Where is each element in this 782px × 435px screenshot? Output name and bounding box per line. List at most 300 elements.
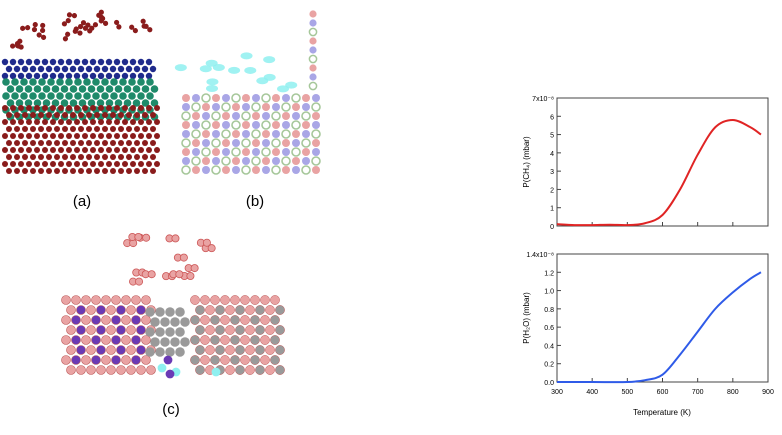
left-block-atom xyxy=(132,316,141,325)
surface-atom xyxy=(232,103,240,111)
surface-atom xyxy=(202,130,210,138)
bottom-y-ticks xyxy=(526,252,561,387)
lattice-atom xyxy=(134,168,140,174)
y-tick-label: 1.4x10⁻⁸ xyxy=(526,252,554,259)
lattice-atom xyxy=(38,140,44,146)
right-block-atom xyxy=(210,295,219,304)
lattice-atom xyxy=(10,133,16,139)
lattice-atom xyxy=(38,154,44,160)
teal-atom xyxy=(25,85,33,93)
y-tick-label: 1.2 xyxy=(544,270,554,278)
surface-atom xyxy=(312,139,320,147)
lattice-atom xyxy=(46,154,52,160)
right-block-atom xyxy=(235,325,244,334)
surface-atom xyxy=(242,130,250,138)
lattice-atom xyxy=(78,154,84,160)
column-atom xyxy=(309,10,316,17)
lattice-atom xyxy=(50,119,56,125)
lattice-atom xyxy=(138,133,144,139)
lattice-atom xyxy=(90,133,96,139)
molecule-atom xyxy=(40,28,45,33)
surface-atom xyxy=(222,130,230,138)
surface-atom xyxy=(212,148,220,156)
lattice-atom xyxy=(142,154,148,160)
lattice-atom xyxy=(70,126,76,132)
left-block-atom xyxy=(62,296,71,305)
lattice-atom xyxy=(18,133,24,139)
purple-atom xyxy=(166,370,175,379)
right-block-atom xyxy=(215,345,224,354)
lattice-atom xyxy=(130,119,136,125)
gray-atom xyxy=(180,337,190,347)
left-block-atom xyxy=(117,326,126,335)
teal-atom xyxy=(65,78,73,86)
cyan-molecule xyxy=(213,64,225,71)
lattice-atom xyxy=(114,133,120,139)
left-block-atom xyxy=(117,366,126,375)
surface-atom xyxy=(212,103,220,111)
navy-atom xyxy=(98,59,104,65)
left-block-atom xyxy=(82,316,91,325)
surface-atom xyxy=(272,139,280,147)
teal-atom xyxy=(106,85,114,93)
navy-atom xyxy=(38,66,44,72)
surface-atom xyxy=(252,130,260,138)
surface-atom xyxy=(312,121,320,129)
surface-atom xyxy=(302,148,310,156)
teal-atom xyxy=(29,78,37,86)
lattice-atom xyxy=(150,168,156,174)
lattice-atom xyxy=(70,168,76,174)
navy-atom xyxy=(130,59,136,65)
left-block-atom xyxy=(112,316,121,325)
lattice-atom xyxy=(154,105,160,111)
lattice-atom xyxy=(82,147,88,153)
right-block-atom xyxy=(255,345,264,354)
surface-atom xyxy=(282,94,290,102)
lattice-atom xyxy=(150,140,156,146)
surface-atom xyxy=(232,94,240,102)
navy-atom xyxy=(62,66,68,72)
right-block-atom xyxy=(230,355,239,364)
cyan-molecule xyxy=(285,82,297,89)
column-atom xyxy=(309,82,316,89)
teal-atom xyxy=(56,78,64,86)
right-block-atom xyxy=(275,305,284,314)
surface-atom xyxy=(202,166,210,174)
right-block-atom xyxy=(200,315,209,324)
lattice-atom xyxy=(114,105,120,111)
surface-atom xyxy=(232,148,240,156)
teal-atom xyxy=(2,78,10,86)
lattice-atom xyxy=(102,112,108,118)
lattice-atom xyxy=(54,112,60,118)
lattice-atom xyxy=(14,168,20,174)
surface-atom xyxy=(292,112,300,120)
lattice-atom xyxy=(42,119,48,125)
gray-atom xyxy=(160,317,170,327)
lattice-atom xyxy=(110,154,116,160)
surface-atom xyxy=(212,166,220,174)
surface-atom xyxy=(242,121,250,129)
surface-atom xyxy=(262,103,270,111)
lattice-atom xyxy=(30,168,36,174)
y-tick-label: 5 xyxy=(550,132,554,140)
surface-atom xyxy=(292,121,300,129)
molecule-atom xyxy=(203,239,210,246)
surface-atom xyxy=(222,157,230,165)
lattice-atom xyxy=(54,126,60,132)
surface-atom xyxy=(272,166,280,174)
surface-atom xyxy=(192,103,200,111)
lattice-atom xyxy=(98,161,104,167)
surface-atom xyxy=(192,148,200,156)
y-tick-label: 0.2 xyxy=(544,361,554,369)
y-tick-label: 0.0 xyxy=(544,380,554,387)
lattice-atom xyxy=(110,112,116,118)
pink-molecule xyxy=(197,239,210,246)
left-block-atom xyxy=(107,326,116,335)
right-block-atom xyxy=(265,365,274,374)
lattice-atom xyxy=(98,147,104,153)
teal-atom xyxy=(88,85,96,93)
lattice-atom xyxy=(58,105,64,111)
left-block-atom xyxy=(102,356,111,365)
right-block-atom xyxy=(255,325,264,334)
lattice-atom xyxy=(146,161,152,167)
lattice-atom xyxy=(114,147,120,153)
lattice-atom xyxy=(110,126,116,132)
y-tick-label: 3 xyxy=(550,169,554,177)
pink-molecule xyxy=(142,271,155,278)
lattice-atom xyxy=(14,112,20,118)
lattice-atom xyxy=(138,147,144,153)
surface-atom xyxy=(242,148,250,156)
left-block-atom xyxy=(107,366,116,375)
right-block-atom xyxy=(225,345,234,354)
right-block-atom xyxy=(210,335,219,344)
surface-atom xyxy=(182,157,190,165)
surface-atom xyxy=(262,94,270,102)
surface-atom xyxy=(252,148,260,156)
lattice-atom xyxy=(66,133,72,139)
right-block-atom xyxy=(220,355,229,364)
lattice-atom xyxy=(6,126,12,132)
left-block-atom xyxy=(67,306,76,315)
lattice-atom xyxy=(118,112,124,118)
left-block-atom xyxy=(112,356,121,365)
navy-atom xyxy=(66,59,72,65)
y-tick-label: 2 xyxy=(550,187,554,195)
surface-atom xyxy=(312,148,320,156)
lattice-atom xyxy=(42,161,48,167)
right-block-atom xyxy=(240,315,249,324)
right-block-atom xyxy=(230,315,239,324)
y-tick-label: 1.0 xyxy=(544,288,554,296)
surface-atom xyxy=(202,103,210,111)
lattice-atom xyxy=(26,161,32,167)
lattice-atom xyxy=(34,133,40,139)
lattice-atom xyxy=(154,147,160,153)
teal-atom xyxy=(52,85,60,93)
right-block-atom xyxy=(275,345,284,354)
surface-atom xyxy=(252,103,260,111)
surface-atom xyxy=(192,166,200,174)
right-block-atom xyxy=(250,355,259,364)
teal-atom xyxy=(43,85,51,93)
lattice-atom xyxy=(30,154,36,160)
lattice-atom xyxy=(142,140,148,146)
navy-atom xyxy=(86,66,92,72)
surface-atom xyxy=(202,121,210,129)
navy-atom xyxy=(82,59,88,65)
surface-atom xyxy=(262,139,270,147)
lattice-atom xyxy=(14,140,20,146)
left-block-atom xyxy=(117,306,126,315)
lattice-atom xyxy=(126,126,132,132)
cyan-molecule xyxy=(200,65,212,72)
lattice-atom xyxy=(30,140,36,146)
navy-atom xyxy=(74,73,80,79)
lattice-atom xyxy=(26,133,32,139)
surface-atom xyxy=(242,166,250,174)
lattice-atom xyxy=(18,105,24,111)
surface-atom xyxy=(242,157,250,165)
molecule-dimer xyxy=(20,25,31,32)
lattice-atom xyxy=(78,112,84,118)
lattice-atom xyxy=(62,154,68,160)
right-block-atom xyxy=(200,355,209,364)
y-tick-label: 0.4 xyxy=(544,343,554,351)
lattice-atom xyxy=(70,140,76,146)
lattice-atom xyxy=(62,126,68,132)
right-block-atom xyxy=(275,325,284,334)
surface-atom xyxy=(202,139,210,147)
surface-atom xyxy=(222,121,230,129)
pink-molecule xyxy=(129,278,142,285)
molecule-dimer xyxy=(40,23,45,33)
teal-atom xyxy=(74,92,82,100)
lattice-atom xyxy=(70,112,76,118)
surface-atom xyxy=(312,166,320,174)
lattice-atom xyxy=(58,147,64,153)
column-atom xyxy=(309,28,316,35)
y-tick-label: 6 xyxy=(550,114,554,122)
surface-atom xyxy=(252,166,260,174)
surface-atom xyxy=(282,112,290,120)
surface-atom xyxy=(282,130,290,138)
navy-atom xyxy=(106,73,112,79)
panel-b-label: (b) xyxy=(245,193,265,210)
lattice-atom xyxy=(54,168,60,174)
lattice-atom xyxy=(10,105,16,111)
gray-atom xyxy=(170,317,180,327)
gray-atom xyxy=(165,327,175,337)
teal-atom xyxy=(16,85,24,93)
lattice-atom xyxy=(6,154,12,160)
left-block-atom xyxy=(132,356,141,365)
teal-atom xyxy=(101,92,109,100)
gray-atom xyxy=(145,307,155,317)
molecule-atom xyxy=(148,271,155,278)
right-block-atom xyxy=(245,365,254,374)
navy-atom xyxy=(98,73,104,79)
lattice-atom xyxy=(46,126,52,132)
lattice-atom xyxy=(94,168,100,174)
navy-atom xyxy=(34,59,40,65)
bottom-chart xyxy=(522,252,774,417)
right-block-atom xyxy=(205,325,214,334)
lattice-atom xyxy=(30,112,36,118)
lattice-atom xyxy=(134,112,140,118)
teal-atom xyxy=(151,85,159,93)
purple-atom xyxy=(164,356,173,365)
molecule-atom xyxy=(25,25,31,31)
right-block-atom xyxy=(190,315,199,324)
cyan-atom xyxy=(212,368,221,377)
left-block-atom xyxy=(112,336,121,345)
lattice-atom xyxy=(78,126,84,132)
panel-c-slab xyxy=(62,233,285,378)
left-block-atom xyxy=(97,326,106,335)
ch4-series-line xyxy=(557,120,761,225)
x-tick-label: 600 xyxy=(656,389,669,396)
surface-atom xyxy=(302,130,310,138)
surface-atom xyxy=(302,121,310,129)
left-block-atom xyxy=(147,366,156,375)
surface-atom xyxy=(312,94,320,102)
lattice-atom xyxy=(86,126,92,132)
lattice-atom xyxy=(106,119,112,125)
teal-atom xyxy=(137,92,145,100)
lattice-atom xyxy=(142,126,148,132)
top-chart xyxy=(522,96,768,231)
right-block-atom xyxy=(210,355,219,364)
gray-atom xyxy=(155,327,165,337)
navy-atom xyxy=(10,59,16,65)
lattice-atom xyxy=(142,112,148,118)
teal-atom xyxy=(20,78,28,86)
surface-atom xyxy=(222,148,230,156)
lattice-atom xyxy=(122,133,128,139)
right-block-atom xyxy=(190,335,199,344)
right-block-atom xyxy=(195,365,204,374)
right-block-atom xyxy=(260,355,269,364)
left-block-atom xyxy=(107,306,116,315)
teal-atom xyxy=(20,92,28,100)
lattice-atom xyxy=(154,119,160,125)
surface-atom xyxy=(312,130,320,138)
lattice-atom xyxy=(22,154,28,160)
navy-atom xyxy=(146,73,152,79)
pink-molecule xyxy=(185,264,198,271)
pink-molecule xyxy=(124,240,137,247)
lattice-atom xyxy=(94,140,100,146)
left-block-atom xyxy=(137,346,146,355)
left-block-atom xyxy=(107,346,116,355)
left-block-atom xyxy=(72,356,81,365)
column-atom xyxy=(309,55,316,62)
left-block-atom xyxy=(87,306,96,315)
lattice-atom xyxy=(38,112,44,118)
surface-atom xyxy=(262,148,270,156)
surface-atom xyxy=(272,148,280,156)
right-block-atom xyxy=(255,305,264,314)
surface-atom xyxy=(182,94,190,102)
left-block-atom xyxy=(127,326,136,335)
molecule-atom xyxy=(187,272,194,279)
right-block-atom xyxy=(225,325,234,334)
lattice-atom xyxy=(74,161,80,167)
surface-atom xyxy=(182,130,190,138)
left-block-atom xyxy=(122,356,131,365)
surface-atom xyxy=(182,148,190,156)
lattice-atom xyxy=(34,147,40,153)
x-tick-label: 500 xyxy=(621,389,634,396)
lattice-atom xyxy=(118,154,124,160)
lattice-atom xyxy=(134,154,140,160)
lattice-atom xyxy=(126,112,132,118)
navy-atom xyxy=(134,66,140,72)
gray-atom xyxy=(155,307,165,317)
lattice-atom xyxy=(134,126,140,132)
molecule-atom xyxy=(67,12,73,18)
surface-atom xyxy=(242,139,250,147)
lattice-atom xyxy=(126,168,132,174)
column-atom xyxy=(309,64,316,71)
surface-atom xyxy=(212,94,220,102)
lattice-atom xyxy=(10,147,16,153)
h2o-series-line xyxy=(557,272,761,382)
molecule-atom xyxy=(143,234,150,241)
navy-atom xyxy=(146,59,152,65)
teal-atom xyxy=(29,92,37,100)
surface-atom xyxy=(182,166,190,174)
left-block-atom xyxy=(67,346,76,355)
gray-atom xyxy=(150,337,160,347)
molecule-atom xyxy=(135,278,142,285)
navy-atom xyxy=(142,66,148,72)
lattice-atom xyxy=(74,147,80,153)
top-y-axis-label: P(CH₄) (mbar) xyxy=(522,136,531,188)
surface-atom xyxy=(272,103,280,111)
left-block-atom xyxy=(72,336,81,345)
lattice-atom xyxy=(34,105,40,111)
navy-atom xyxy=(18,73,24,79)
lattice-atom xyxy=(74,105,80,111)
lattice-atom xyxy=(122,147,128,153)
teal-atom xyxy=(101,78,109,86)
lattice-atom xyxy=(106,105,112,111)
surface-atom xyxy=(312,112,320,120)
lattice-atom xyxy=(146,119,152,125)
lattice-atom xyxy=(2,133,8,139)
lattice-atom xyxy=(58,119,64,125)
surface-atom xyxy=(292,157,300,165)
teal-atom xyxy=(65,92,73,100)
lattice-atom xyxy=(10,119,16,125)
lattice-atom xyxy=(62,112,68,118)
left-block-atom xyxy=(67,326,76,335)
teal-atom xyxy=(83,78,91,86)
left-block-atom xyxy=(137,326,146,335)
lattice-atom xyxy=(58,161,64,167)
surface-atom xyxy=(272,112,280,120)
cyan-molecule xyxy=(206,85,218,92)
surface-atom xyxy=(252,121,260,129)
right-block-atom xyxy=(200,335,209,344)
right-block-atom xyxy=(270,315,279,324)
